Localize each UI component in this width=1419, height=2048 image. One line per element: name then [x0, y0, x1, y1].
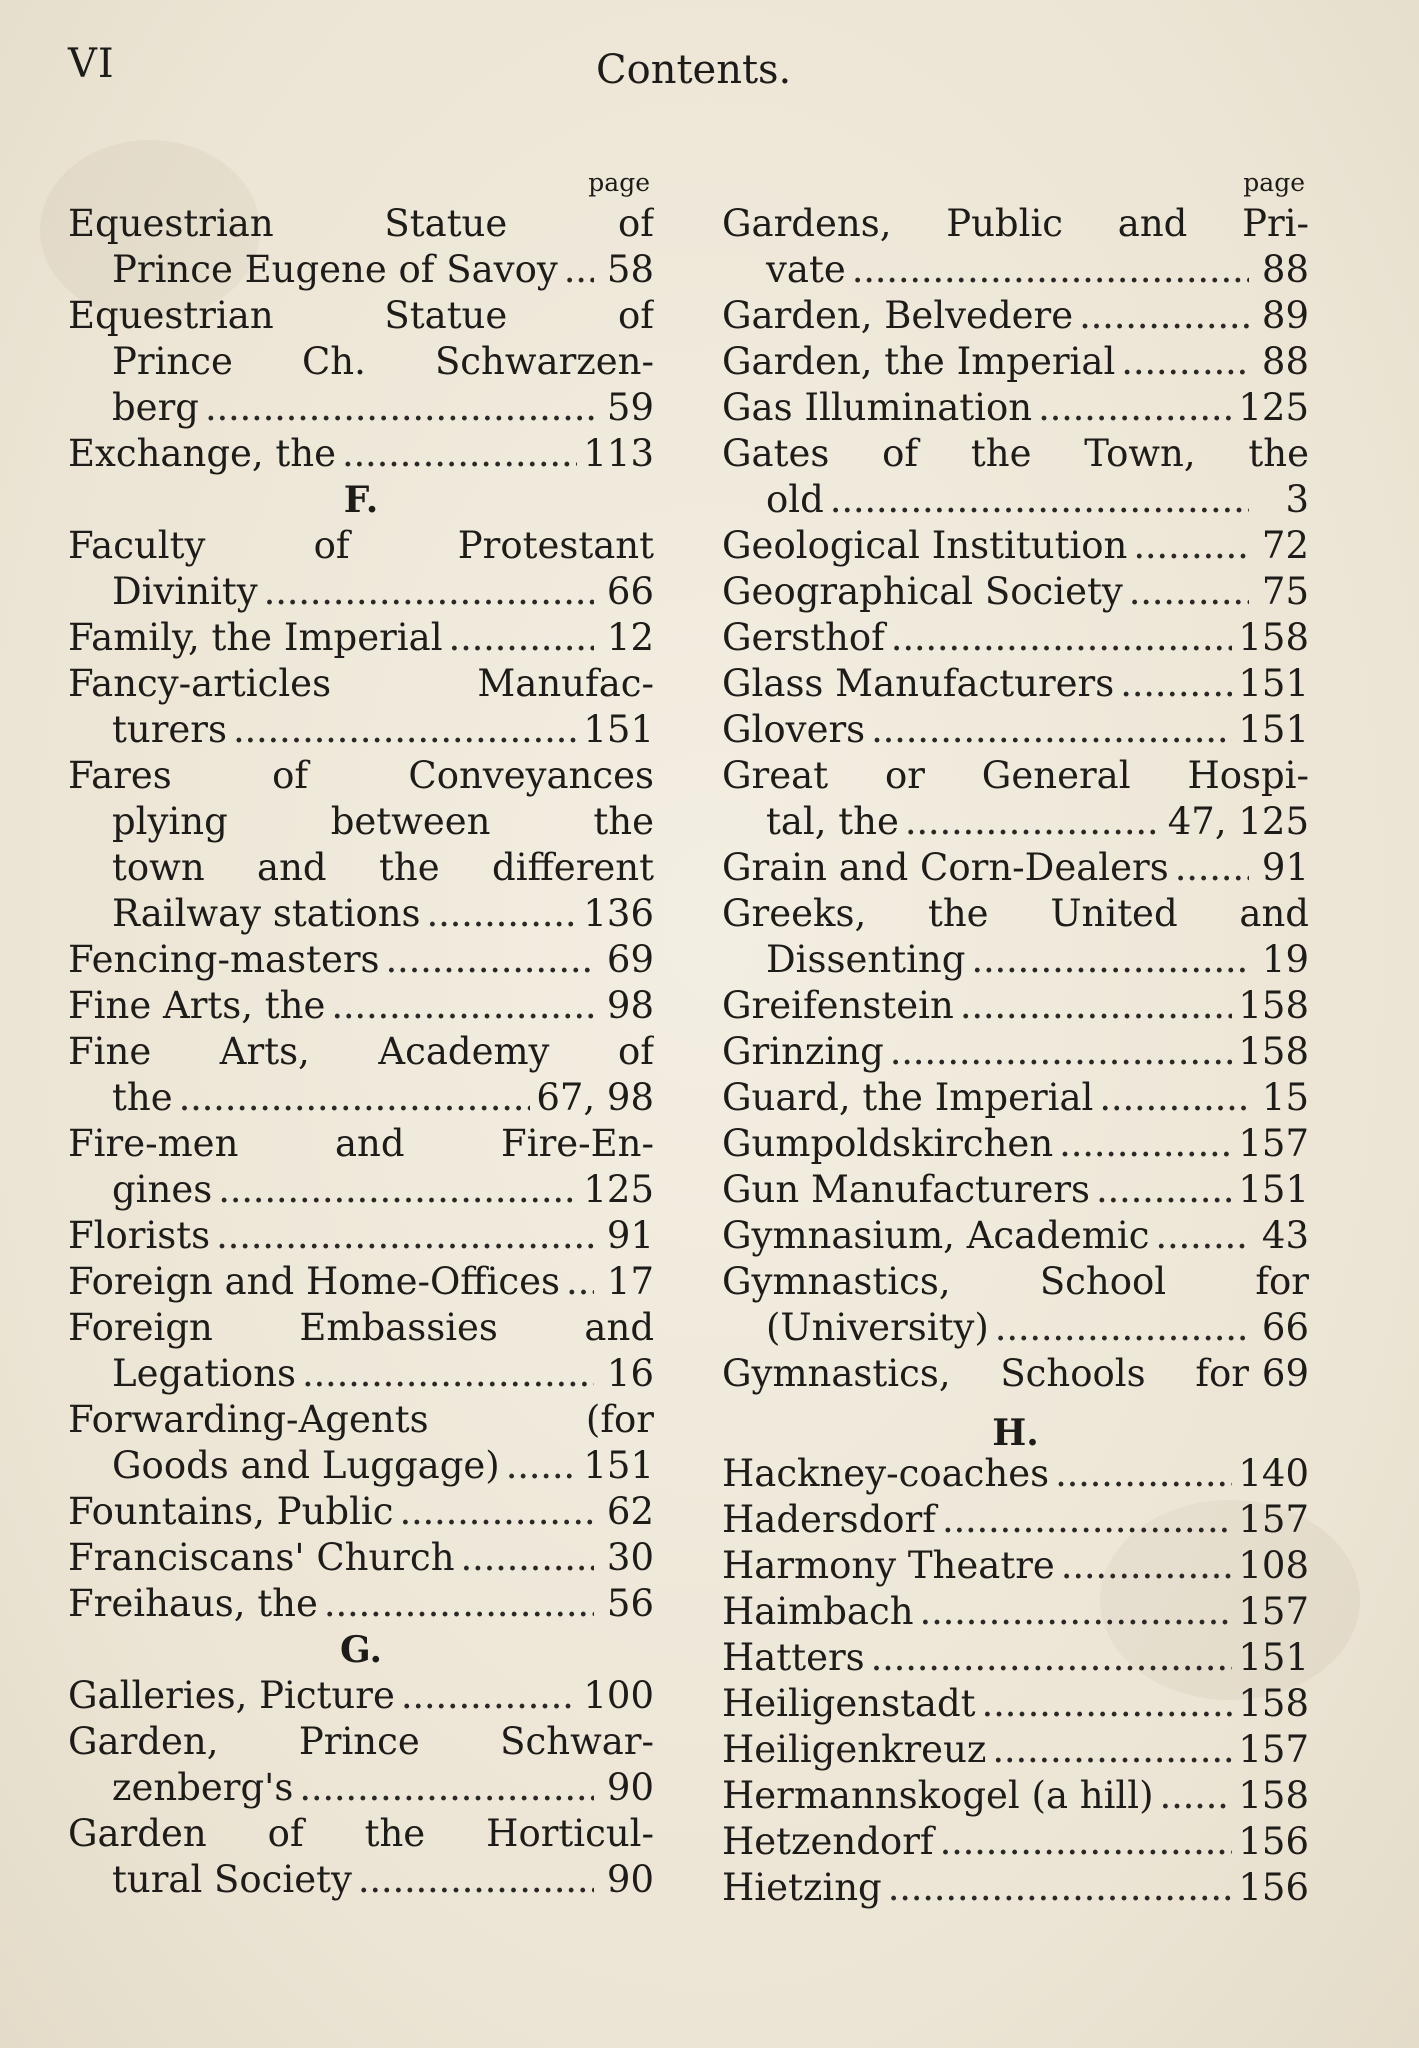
entry-text: old	[766, 478, 824, 521]
entry-text: Fancy-articles Manufac-	[68, 662, 654, 705]
section-letter: H.	[992, 1412, 1039, 1454]
page-reference: 17	[606, 1260, 654, 1303]
dot-leader	[882, 1865, 1233, 1911]
entry-text: Garden, Prince Schwar-	[68, 1720, 654, 1763]
page-title: Contents.	[596, 47, 792, 93]
page-reference: 3	[1285, 478, 1309, 521]
entry-text: Foreign Embassies and	[68, 1306, 654, 1349]
entry-text: Gun Manufacturers	[722, 1168, 1091, 1211]
entry-text: Legations	[112, 1352, 297, 1395]
entry-text: Dissenting	[766, 938, 966, 981]
page-reference: 88	[1261, 248, 1309, 291]
index-entry-line	[68, 707, 654, 753]
dot-leader	[293, 1765, 594, 1811]
entry-text: Prince Ch. Schwarzen-	[112, 340, 654, 383]
index-entry-line	[722, 1681, 1309, 1727]
index-entry-line	[68, 1075, 654, 1121]
dot-leader	[965, 937, 1249, 983]
dot-leader	[380, 937, 594, 983]
page-reference: 66	[1261, 1306, 1309, 1349]
index-entry-line	[68, 1535, 654, 1581]
index-entry-line	[68, 1121, 654, 1167]
index-entry-line	[722, 983, 1309, 1029]
index-entry-line	[68, 1397, 654, 1443]
entry-text: Fountains, Public	[68, 1490, 394, 1533]
index-entry-line	[68, 339, 654, 385]
entry-text: Hatters	[722, 1636, 865, 1679]
dot-leader	[500, 1443, 578, 1489]
index-entry-line	[68, 615, 654, 661]
index-entry-line	[722, 523, 1309, 569]
index-entry-line	[68, 937, 654, 983]
entry-text: Equestrian Statue of	[68, 202, 654, 245]
entry-text: Hietzing	[722, 1866, 882, 1909]
index-entry-line	[68, 1305, 654, 1351]
index-entry-line	[68, 1029, 654, 1075]
page-reference: 15	[1261, 1076, 1309, 1119]
page-column-label: page	[1243, 168, 1305, 197]
index-entry-line	[68, 1811, 654, 1857]
dot-leader	[421, 891, 578, 937]
index-entry-line	[722, 1865, 1309, 1911]
index-entry-line	[722, 1167, 1309, 1213]
entry-text: Fencing-masters	[68, 938, 380, 981]
entry-text: Gymnastics, Schools for	[722, 1352, 1249, 1395]
page-reference: 62	[606, 1490, 654, 1533]
dot-leader	[1090, 1167, 1232, 1213]
dot-leader	[1115, 339, 1249, 385]
page-reference: 90	[606, 1766, 654, 1809]
entry-text: Haimbach	[722, 1590, 914, 1633]
page-reference: 43	[1261, 1214, 1309, 1257]
index-entry-line	[68, 201, 654, 247]
page-reference: 151	[1238, 662, 1309, 705]
dot-leader	[210, 1213, 594, 1259]
page-reference: 98	[606, 984, 654, 1027]
page-reference: 91	[606, 1214, 654, 1257]
index-entry-line	[722, 1351, 1309, 1397]
dot-leader	[976, 1681, 1233, 1727]
page-reference: 75	[1261, 570, 1309, 613]
entry-text: Fine Arts, the	[68, 984, 326, 1027]
page-reference: 140	[1238, 1452, 1309, 1495]
entry-text: Garden, Belvedere	[722, 294, 1074, 337]
section-letter: F.	[343, 479, 379, 521]
page-reference: 157	[1238, 1590, 1309, 1633]
dot-leader	[1123, 569, 1249, 615]
entry-text: Prince Eugene of Savoy	[112, 248, 558, 291]
entry-text: tal, the	[766, 800, 899, 843]
page-reference: 56	[606, 1582, 654, 1625]
page-reference: 125	[1238, 386, 1309, 429]
index-entry-line	[68, 1719, 654, 1765]
entry-text: the	[112, 1076, 173, 1119]
entry-text: Franciscans' Church	[68, 1536, 455, 1579]
index-entry-line	[722, 293, 1309, 339]
page-reference: 151	[583, 708, 654, 751]
section-letter: G.	[340, 1629, 382, 1671]
entry-text: zenberg's	[112, 1766, 294, 1809]
index-entry-line	[722, 753, 1309, 799]
index-entry-line	[68, 1213, 654, 1259]
dot-leader	[899, 799, 1162, 845]
entry-text: Goods and Luggage)	[112, 1444, 500, 1487]
dot-leader	[352, 1857, 594, 1903]
page-reference: 151	[1238, 1168, 1309, 1211]
entry-text: plying between the	[112, 800, 654, 843]
entry-text: Hadersdorf	[722, 1498, 936, 1541]
entry-text: turers	[112, 708, 227, 751]
entry-text: Foreign and Home-Offices	[68, 1260, 561, 1303]
entry-text: Fares of Conveyances	[68, 754, 654, 797]
page-reference: 59	[606, 386, 654, 429]
index-entry-line	[68, 1259, 654, 1305]
page-reference: 156	[1238, 1820, 1309, 1863]
entry-text: town and the different	[112, 846, 654, 889]
page-reference: 91	[1261, 846, 1309, 889]
entry-text: Heiligenstadt	[722, 1682, 976, 1725]
index-entry-line	[68, 891, 654, 937]
entry-text: Faculty of Protestant	[68, 524, 654, 567]
dot-leader	[865, 707, 1232, 753]
index-entry-line	[722, 1121, 1309, 1167]
dot-leader	[393, 1489, 594, 1535]
dot-leader	[1053, 1121, 1232, 1167]
page-reference: 47, 125	[1167, 800, 1309, 843]
index-entry-line	[722, 891, 1309, 937]
index-entry-line	[68, 845, 654, 891]
index-entry-line	[68, 1581, 654, 1627]
entry-text: Hackney-coaches	[722, 1452, 1050, 1495]
index-entry-line	[68, 661, 654, 707]
dot-leader	[989, 1305, 1249, 1351]
index-entry-line	[68, 431, 654, 477]
index-entry-line	[68, 385, 654, 431]
entry-text: Railway stations	[112, 892, 421, 935]
entry-text: Gates of the Town, the	[722, 432, 1309, 475]
page-reference: 88	[1261, 340, 1309, 383]
index-entry-line	[68, 523, 654, 569]
page-reference: 90	[606, 1858, 654, 1901]
entry-text: Grain and Corn-Dealers	[722, 846, 1169, 889]
dot-leader	[227, 707, 577, 753]
dot-leader	[1055, 1543, 1233, 1589]
page-reference: 157	[1238, 1498, 1309, 1541]
index-entry-line	[722, 1451, 1309, 1497]
index-entry-line	[722, 1259, 1309, 1305]
page-reference: 158	[1238, 1030, 1309, 1073]
index-entry-line	[68, 1765, 654, 1811]
entry-text: Harmony Theatre	[722, 1544, 1055, 1587]
dot-leader	[560, 1259, 594, 1305]
entry-text: Freihaus, the	[68, 1582, 318, 1625]
dot-leader	[173, 1075, 531, 1121]
entry-text: Garden, the Imperial	[722, 340, 1116, 383]
index-entry-line	[722, 201, 1309, 247]
page-reference: 16	[606, 1352, 654, 1395]
index-entry-line	[722, 385, 1309, 431]
page-reference: 156	[1238, 1866, 1309, 1909]
index-entry-line	[722, 431, 1309, 477]
dot-leader	[443, 615, 594, 661]
page-reference: 151	[1238, 708, 1309, 751]
entry-text: Forwarding-Agents (for	[68, 1398, 654, 1441]
entry-text: Grinzing	[722, 1030, 884, 1073]
page-reference: 12	[606, 616, 654, 659]
index-entry-line	[722, 845, 1309, 891]
index-entry-line	[722, 707, 1309, 753]
dot-leader	[824, 477, 1249, 523]
index-entry-line	[722, 615, 1309, 661]
index-entry-line	[722, 1029, 1309, 1075]
page-reference: 113	[583, 432, 654, 475]
entry-text: (University)	[766, 1306, 989, 1349]
entry-text: Gumpoldskirchen	[722, 1122, 1054, 1165]
index-entry-line	[722, 247, 1309, 293]
dot-leader	[1154, 1773, 1233, 1819]
entry-text: Gymnasium, Academic	[722, 1214, 1150, 1257]
dot-leader	[212, 1167, 577, 1213]
entry-text: Glass Manufacturers	[722, 662, 1115, 705]
entry-text: Greeks, the United and	[722, 892, 1309, 935]
dot-leader	[1169, 845, 1249, 891]
index-entry-line	[68, 569, 654, 615]
entry-text: tural Society	[112, 1858, 352, 1901]
page-reference: 151	[583, 1444, 654, 1487]
entry-text: Galleries, Picture	[68, 1674, 395, 1717]
entry-text: Gas Illumination	[722, 386, 1033, 429]
index-entry-line	[722, 1589, 1309, 1635]
page-reference: 69	[1261, 1352, 1309, 1395]
index-entry-line	[68, 293, 654, 339]
dot-leader	[325, 983, 594, 1029]
index-entry-line	[722, 1075, 1309, 1121]
entry-text: Gymnastics, School for	[722, 1260, 1309, 1303]
entry-text: vate	[766, 248, 846, 291]
page-reference: 157	[1238, 1122, 1309, 1165]
entry-text: gines	[112, 1168, 213, 1211]
page-number: VI	[68, 41, 115, 87]
page-reference: 158	[1238, 616, 1309, 659]
index-entry-line	[722, 1773, 1309, 1819]
dot-leader	[885, 615, 1233, 661]
dot-leader	[455, 1535, 594, 1581]
dot-leader	[884, 1029, 1233, 1075]
index-entry-line	[722, 1819, 1309, 1865]
entry-text: Geological Institution	[722, 524, 1128, 567]
index-entry-line	[722, 937, 1309, 983]
entry-text: Garden of the Horticul-	[68, 1812, 654, 1855]
dot-leader	[296, 1351, 594, 1397]
dot-leader	[1114, 661, 1232, 707]
index-entry-line	[722, 661, 1309, 707]
index-entry-line	[722, 477, 1309, 523]
page-reference: 67, 98	[536, 1076, 654, 1119]
index-entry-line	[722, 799, 1309, 845]
page-reference: 69	[606, 938, 654, 981]
entry-text: Hermannskogel (a hill)	[722, 1774, 1154, 1817]
index-entry-line	[722, 1497, 1309, 1543]
dot-leader	[1032, 385, 1232, 431]
page-reference: 108	[1238, 1544, 1309, 1587]
dot-leader	[934, 1819, 1233, 1865]
page-reference: 125	[583, 1168, 654, 1211]
dot-leader	[1073, 293, 1249, 339]
dot-leader	[936, 1497, 1232, 1543]
dot-leader	[258, 569, 594, 615]
dot-leader	[199, 385, 594, 431]
entry-text: Heiligenkreuz	[722, 1728, 987, 1771]
dot-leader	[1049, 1451, 1232, 1497]
page-reference: 158	[1238, 1682, 1309, 1725]
index-entry-line	[68, 1857, 654, 1903]
entry-text: Divinity	[112, 570, 258, 613]
page-reference: 19	[1261, 938, 1309, 981]
page-column-label: page	[588, 168, 650, 197]
entry-text: Fine Arts, Academy of	[68, 1030, 654, 1073]
page-reference: 89	[1261, 294, 1309, 337]
entry-text: Florists	[68, 1214, 211, 1257]
index-entry-line	[722, 1635, 1309, 1681]
entry-text: berg	[112, 386, 199, 429]
entry-text: Equestrian Statue of	[68, 294, 654, 337]
index-entry-line	[722, 339, 1309, 385]
page-reference: 151	[1238, 1636, 1309, 1679]
dot-leader	[558, 247, 594, 293]
dot-leader	[986, 1727, 1232, 1773]
entry-text: Hetzendorf	[722, 1820, 934, 1863]
index-entry-line	[68, 1443, 654, 1489]
page-reference: 72	[1261, 524, 1309, 567]
page-reference: 58	[606, 248, 654, 291]
entry-text: Exchange, the	[68, 432, 337, 475]
entry-text: Guard, the Imperial	[722, 1076, 1094, 1119]
dot-leader	[914, 1589, 1233, 1635]
index-entry-line	[68, 1489, 654, 1535]
dot-leader	[1127, 523, 1249, 569]
dot-leader	[865, 1635, 1233, 1681]
entry-text: Gersthof	[722, 616, 885, 659]
dot-leader	[318, 1581, 594, 1627]
page-reference: 158	[1238, 1774, 1309, 1817]
entry-text: Great or General Hospi-	[722, 754, 1309, 797]
entry-text: Family, the Imperial	[68, 616, 443, 659]
index-entry-line	[68, 1351, 654, 1397]
page-reference: 136	[583, 892, 654, 935]
page-reference: 66	[606, 570, 654, 613]
index-entry-line	[722, 1727, 1309, 1773]
index-entry-line	[68, 1673, 654, 1719]
page-reference: 157	[1238, 1728, 1309, 1771]
page-reference: 158	[1238, 984, 1309, 1027]
index-entry-line	[722, 1543, 1309, 1589]
entry-text: Glovers	[722, 708, 866, 751]
dot-leader	[1093, 1075, 1249, 1121]
entry-text: Geographical Society	[722, 570, 1123, 613]
page-reference: 100	[583, 1674, 654, 1717]
dot-leader	[846, 247, 1249, 293]
right-index-column	[722, 165, 1309, 1911]
index-entry-line	[68, 753, 654, 799]
entry-text: Gardens, Public and Pri-	[722, 202, 1309, 245]
index-entry-line	[68, 1167, 654, 1213]
dot-leader	[395, 1673, 578, 1719]
dot-leader	[954, 983, 1233, 1029]
left-index-column	[68, 165, 654, 1903]
dot-leader	[336, 431, 577, 477]
index-entry-line	[68, 247, 654, 293]
dot-leader	[1149, 1213, 1249, 1259]
index-entry-line	[722, 1305, 1309, 1351]
entry-text: Greifenstein	[722, 984, 954, 1027]
entry-text: Fire-men and Fire-En-	[68, 1122, 654, 1165]
index-entry-line	[68, 983, 654, 1029]
page-reference: 30	[606, 1536, 654, 1579]
index-entry-line	[68, 799, 654, 845]
index-entry-line	[722, 569, 1309, 615]
index-entry-line	[722, 1213, 1309, 1259]
